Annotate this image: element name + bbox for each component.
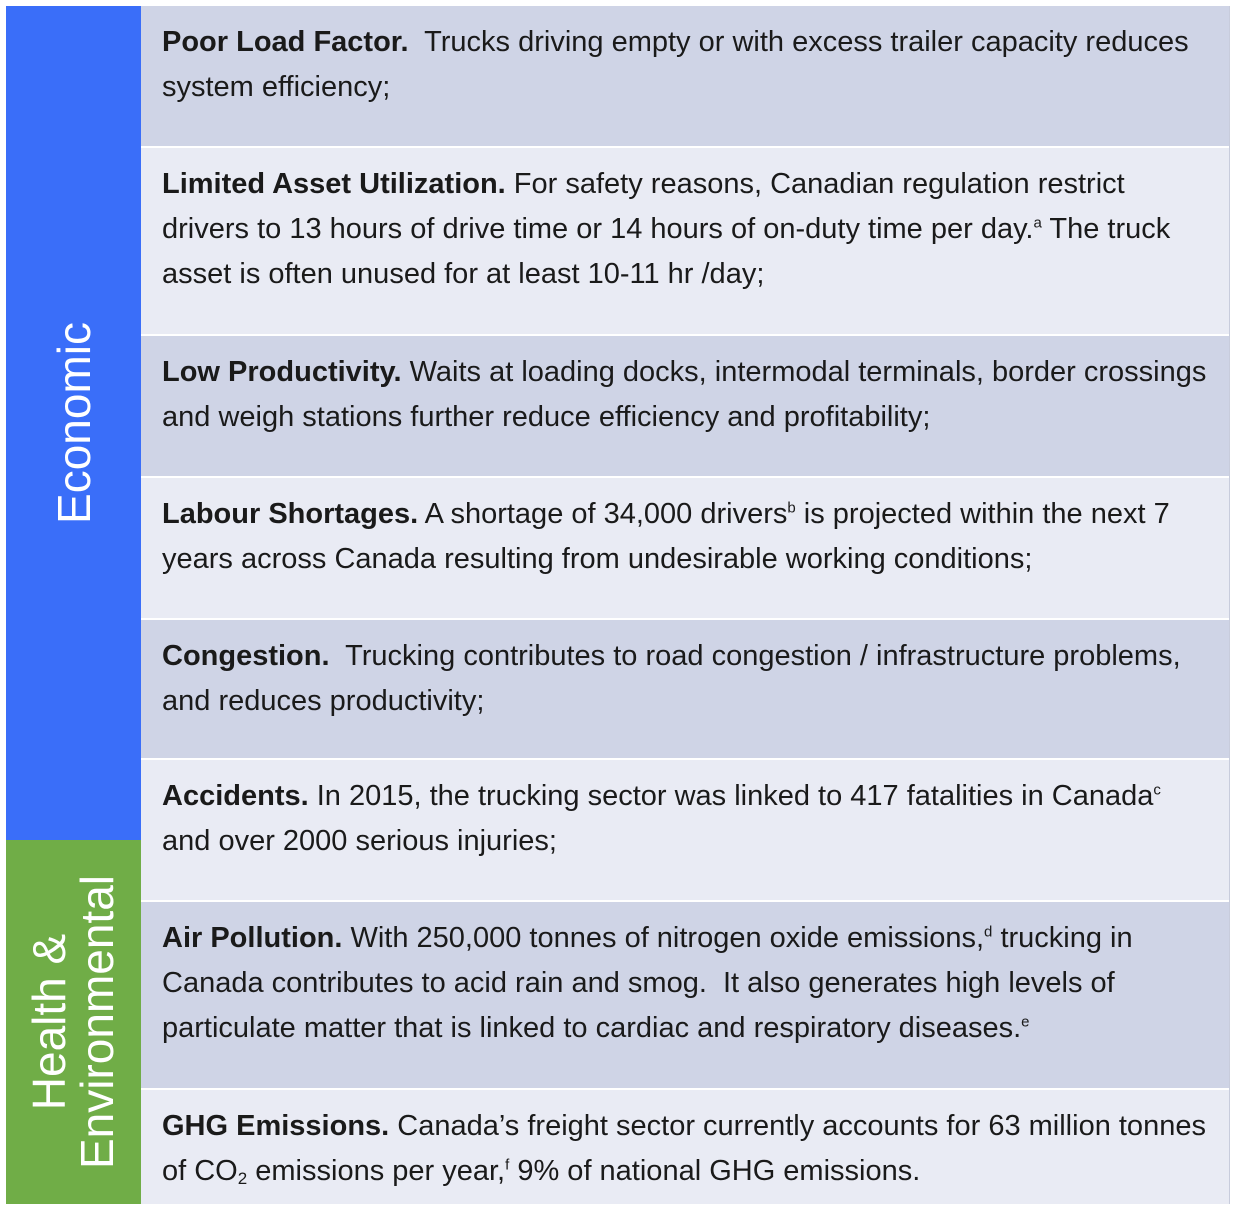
row-text: Waits at loading docks, intermodal terminals, border crossings and weigh stations further reduce efficiency and profitability; xyxy=(162,356,1207,433)
row-title: Labour Shortages. xyxy=(162,498,419,530)
row-text-continued: trucking in Canada contributes to acid rain and smog. It also generates high levels of particulate matter that is linked to cardiac and respiratory diseases. xyxy=(162,922,1133,1044)
row-text-continued: and over 2000 serious injuries; xyxy=(162,825,557,857)
row-text: Canada’s freight sector currently accounts for 63 million tonnes of CO xyxy=(162,1110,1206,1187)
row-text-continued: The truck asset is often unused for at least 10-11 hr /day; xyxy=(162,213,1171,290)
footnote-marker: d xyxy=(984,923,993,941)
table-right-edge xyxy=(1229,6,1230,1204)
footnote-marker: a xyxy=(1033,214,1042,232)
row-text: For safety reasons, Canadian regulation restrict drivers to 13 hours of drive time or 14 hours of on-duty time per day. xyxy=(162,168,1125,245)
footnote-marker: f xyxy=(505,1156,510,1174)
row-title: Air Pollution. xyxy=(162,922,343,954)
category-economic xyxy=(6,6,141,840)
row-poor-load-factor xyxy=(141,6,1229,146)
row-text-continued: is projected within the next 7 years across Canada resulting from undesirable working conditions; xyxy=(162,498,1170,575)
row-limited-asset-utilization xyxy=(141,148,1229,334)
row-accidents xyxy=(141,760,1229,900)
category-economic-label: Economic xyxy=(47,322,100,524)
row-title: Low Productivity. xyxy=(162,356,402,388)
row-title: Poor Load Factor. xyxy=(162,26,409,58)
row-labour-shortages xyxy=(141,478,1229,618)
row-congestion xyxy=(141,620,1229,758)
row-low-productivity xyxy=(141,336,1229,476)
row-title: Congestion. xyxy=(162,640,330,672)
row-text: In 2015, the trucking sector was linked to 417 fatalities in Canada xyxy=(308,780,1154,812)
row-title: GHG Emissions. xyxy=(162,1110,390,1142)
footnote-marker: e xyxy=(1021,1013,1030,1031)
row-title: Accidents. xyxy=(162,780,309,812)
category-health-line1: Health & xyxy=(23,933,76,1111)
row-text: A shortage of 34,000 drivers xyxy=(418,498,788,530)
row-air-pollution xyxy=(141,902,1229,1088)
subscript-marker: 2 xyxy=(237,1169,248,1188)
category-health-environmental xyxy=(6,840,141,1204)
row-title: Limited Asset Utilization. xyxy=(162,168,506,200)
footnote-marker: c xyxy=(1153,781,1161,799)
row-ghg-emissions xyxy=(141,1090,1229,1204)
category-health-line2: Environmental xyxy=(71,874,124,1170)
category-health-label xyxy=(23,874,124,1170)
row-text: With 250,000 tonnes of nitrogen oxide emissions, xyxy=(342,922,985,954)
row-text-end: 9% of national GHG emissions. xyxy=(509,1155,921,1187)
row-text: Trucking contributes to road congestion / infrastructure problems, and reduces productivity; xyxy=(162,640,1181,717)
row-text: Trucks driving empty or with excess trailer capacity reduces system efficiency; xyxy=(162,26,1189,103)
footnote-marker: b xyxy=(787,499,796,517)
row-text-continued: emissions per year, xyxy=(247,1155,506,1187)
